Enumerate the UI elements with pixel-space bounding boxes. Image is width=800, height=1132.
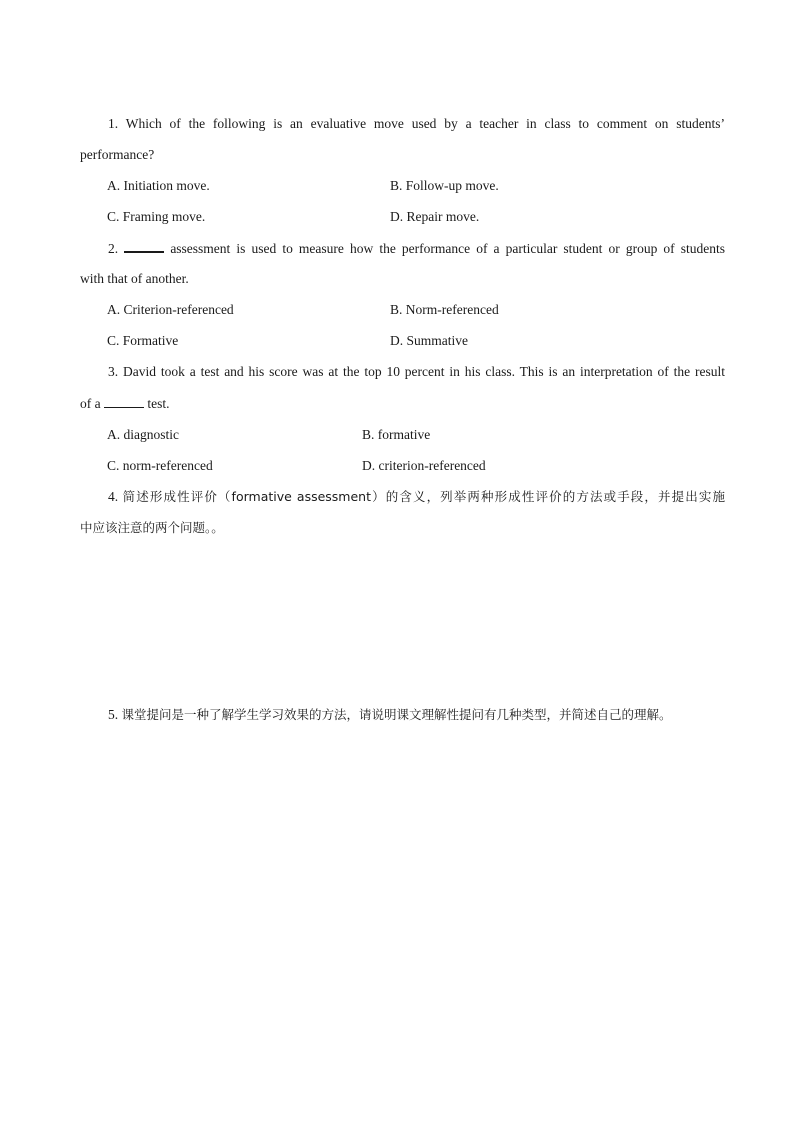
question-4-text: 简述形成性评价（formative assessment）的含义，列举两种形成性评价的方法或手段，并提出实施 (122, 489, 725, 504)
question-4-number: 4. (108, 489, 119, 504)
question-3-prefix: of a (80, 396, 101, 411)
question-1-option-b: B. Follow-up move. (390, 178, 499, 193)
question-2-number: 2. (108, 241, 119, 256)
question-3-number: 3. (108, 364, 119, 379)
question-5-text: 课堂提问是一种了解学生学习效果的方法，请说明课文理解性提问有几种类型，并简述自己的理解。 (121, 707, 672, 722)
question-2-text: assessment is used to measure how the performance of a particular student or group of students (170, 241, 726, 256)
question-1-line-2: performance? (80, 147, 155, 162)
question-3-text: David took a test and his score was at the top 10 percent in his class. This is an interpretation of the result (123, 364, 726, 379)
question-3-option-d: D. criterion-referenced (362, 458, 486, 473)
question-3-line-1 (80, 364, 725, 380)
question-1-text: Which of the following is an evaluative move used by a teacher in class to comment on students’ (125, 116, 725, 131)
question-2-option-d: D. Summative (390, 333, 468, 348)
question-2-blank (124, 240, 164, 253)
question-1-number: 1. (108, 116, 119, 131)
question-1-option-c: C. Framing move. (107, 209, 206, 224)
question-3-option-c: C. norm-referenced (107, 458, 213, 473)
question-3-suffix: test. (147, 396, 170, 411)
question-2-option-a: A. Criterion-referenced (107, 302, 234, 317)
question-5-line-1 (108, 707, 672, 723)
question-3-option-a: A. diagnostic (107, 427, 179, 442)
question-4-line-1 (80, 489, 725, 505)
question-1-option-a: A. Initiation move. (107, 178, 210, 193)
question-4-line-2: 中应该注意的两个问题。。 (80, 520, 224, 535)
question-2-line-2: with that of another. (80, 271, 189, 286)
question-3-line-2 (80, 396, 170, 412)
question-3-blank (104, 396, 144, 408)
question-1-line-1 (80, 116, 725, 132)
question-2-line-1 (80, 240, 725, 257)
question-5-number: 5. (108, 707, 119, 722)
question-1-option-d: D. Repair move. (390, 209, 480, 224)
question-2-option-b: B. Norm-referenced (390, 302, 499, 317)
question-2-option-c: C. Formative (107, 333, 179, 348)
question-3-option-b: B. formative (362, 427, 431, 442)
